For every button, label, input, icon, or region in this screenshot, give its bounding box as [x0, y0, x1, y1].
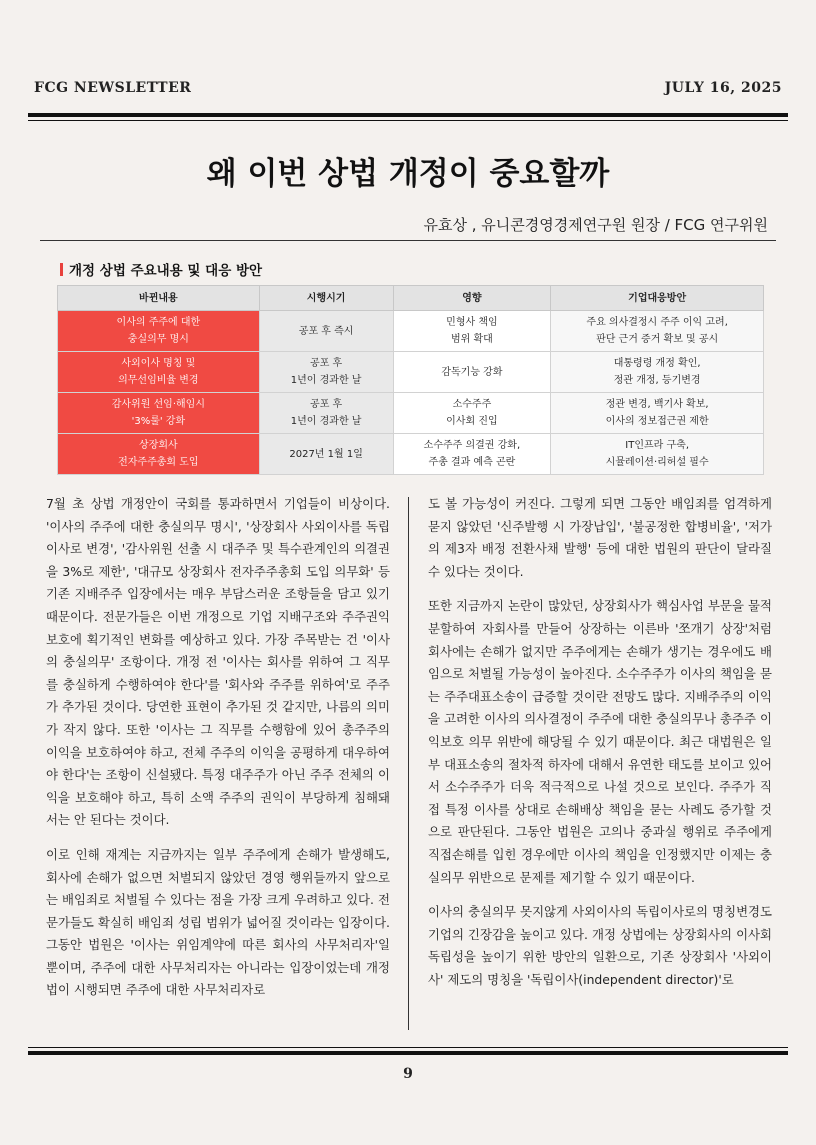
cell-timing: 공포 후 1년이 경과한 날	[259, 352, 393, 393]
body-paragraph: 또한 지금까지 논란이 많았던, 상장회사가 핵심사업 부문을 물적분할하여 자회사를 만들어 상장하는 이른바 '쪼개기 상장'처럼 회사에는 손해가 없지만 주주에게는 손해가 생기는 경우에도 배임으로 처벌될 가능성이 높아진다. 소수주주가 이사의 책임을 묻는 주주대표소송이 급증할 것이란 전망도 많다. 지배주주의 이익을 고려한 이사의 의사결정이 주주에 대한 충실의무나 총주주 이익보호 의무 위반에 해당될 수 있기 때문이다. 최근 대법원은 일부 대표소송의 절차적 하자에 대해서 유연한 태도를 보이고 있어서 소수주주가 더욱 적극적으로 나설 것으로 보인다. 주주가 직접 특정 이사를 상대로 손해배상 책임을 묻는 사례도 증가할 것으로 판단된다. 그동안 법원은 고의나 중과실 행위로 주주에게 직접손해를 입힌 경우에만 이사의 책임을 인정했지만 이제는 충실의무 위반으로 문제를 제기할 수 있기 때문이다.	[428, 598, 772, 885]
table-row	[58, 434, 764, 475]
cell-change: 감사위원 선임·해임시 '3%룰' 강화	[58, 393, 260, 434]
table-row	[58, 311, 764, 352]
issue-date: JULY 16, 2025	[664, 80, 782, 96]
summary-table	[57, 285, 764, 475]
cell-response: 주요 의사결정시 주주 이익 고려, 판단 근거 증거 확보 및 공시	[551, 311, 764, 352]
cell-timing: 2027년 1월 1일	[259, 434, 393, 475]
body-column-right	[428, 493, 772, 1003]
cell-change: 상장회사 전자주주총회 도입	[58, 434, 260, 475]
col-header-change: 바뀐내용	[58, 286, 260, 311]
summary-heading-text: 개정 상법 주요내용 및 대응 방안	[69, 263, 263, 279]
heading-accent-bar	[60, 263, 63, 276]
cell-impact: 감독기능 강화	[393, 352, 551, 393]
cell-impact: 소수주주 이사회 진입	[393, 393, 551, 434]
col-header-response: 기업대응방안	[551, 286, 764, 311]
author-divider	[40, 240, 776, 241]
col-header-impact: 영향	[393, 286, 551, 311]
body-paragraph: 이사의 충실의무 못지않게 사외이사의 독립이사로의 명칭변경도 기업의 긴장감을 높이고 있다. 개정 상법에는 상장회사의 이사회 독립성을 높이기 위한 방안의 일환으로, 기존 상장회사 '사외이사' 제도의 명칭을 '독립이사(independent director)'로	[428, 904, 772, 987]
cell-timing: 공포 후 1년이 경과한 날	[259, 393, 393, 434]
header-rule	[28, 113, 788, 117]
column-divider	[408, 497, 409, 1030]
footer-rule	[28, 1051, 788, 1055]
body-paragraph: 이로 인해 재계는 지금까지는 일부 주주에게 손해가 발생해도, 회사에 손해가 없으면 처벌되지 않았던 경영 행위들까지 앞으로는 배임죄로 처벌될 수 있다는 점을 가장 크게 우려하고 있다. 전문가들도 확실히 배임죄 성립 범위가 넓어질 것이라는 입장이다. 그동안 법원은 '이사는 위임계약에 따른 회사의 사무처리자'일 뿐이며, 주주에 대한 사무처리자는 아니라는 입장이었는데 개정법이 시행되면 주주에 대한 사무처리자로	[46, 846, 390, 998]
footer-rule-thin	[28, 1047, 788, 1048]
header-rule-thin	[28, 120, 788, 121]
cell-impact: 민형사 책임 범위 확대	[393, 311, 551, 352]
cell-timing: 공포 후 즉시	[259, 311, 393, 352]
cell-response: 대통령령 개정 확인, 정관 개정, 등기변경	[551, 352, 764, 393]
cell-change: 사외이사 명칭 및 의무선임비율 변경	[58, 352, 260, 393]
article-author: 유효상 , 유니콘경영경제연구원 원장 / FCG 연구위원	[423, 216, 768, 234]
cell-change: 이사의 주주에 대한 충실의무 명시	[58, 311, 260, 352]
cell-response: 정관 변경, 백기사 확보, 이사의 정보접근권 제한	[551, 393, 764, 434]
newsletter-name: FCG NEWSLETTER	[34, 80, 192, 96]
summary-heading	[60, 259, 262, 279]
cell-impact: 소수주주 의결권 강화, 주총 결과 예측 곤란	[393, 434, 551, 475]
article-title: 왜 이번 상법 개정이 중요할까	[206, 156, 610, 192]
col-header-timing: 시행시기	[259, 286, 393, 311]
page-number: 9	[403, 1066, 413, 1082]
summary-table-header	[58, 286, 764, 311]
body-paragraph: 도 볼 가능성이 커진다. 그렇게 되면 그동안 배임죄를 엄격하게 묻지 않았던 '신주발행 시 가장납입', '불공정한 합병비율', '저가의 제3자 배정 전환사채 발행' 등에 대한 법원의 판단이 달라질 수 있다는 것이다.	[428, 496, 772, 579]
cell-response: IT인프라 구축, 시뮬레이션·리허설 필수	[551, 434, 764, 475]
body-column-left	[46, 493, 390, 1014]
table-row	[58, 352, 764, 393]
body-paragraph: 7월 초 상법 개정안이 국회를 통과하면서 기업들이 비상이다. '이사의 주주에 대한 충실의무 명시', '상장회사 사외이사를 독립이사로 변경', '감사위원 선출 시 대주주 및 특수관계인의 의결권을 3%로 제한', '대규모 상장회사 전자주주총회 도입 의무화' 등 기존 지배주주 입장에서는 매우 부담스러운 조항들을 담고 있기 때문이다. 전문가들은 이번 개정으로 기업 지배구조와 주주권익 보호에 획기적인 변화를 예상하고 있다. 가장 주목받는 건 '이사의 충실의무' 조항이다. 개정 전 '이사는 회사를 위하여 그 직무를 충실하게 수행하여야 한다'를 '회사와 주주를 위하여'로 주주가 추가된 것이다. 당연한 표현이 추가된 것 같지만, 나름의 의미가 작지 않다. 또한 '이사는 그 직무를 수행함에 있어 총주주의 이익을 보호하여야 하고, 전체 주주의 이익을 공평하게 대우하여야 한다'는 조항이 신설됐다. 특정 대주주가 아닌 주주 전체의 이익을 보호해야 하고, 특히 소액 주주의 권익이 부당하게 침해돼서는 안 된다는 것이다.	[46, 496, 390, 828]
table-row	[58, 393, 764, 434]
